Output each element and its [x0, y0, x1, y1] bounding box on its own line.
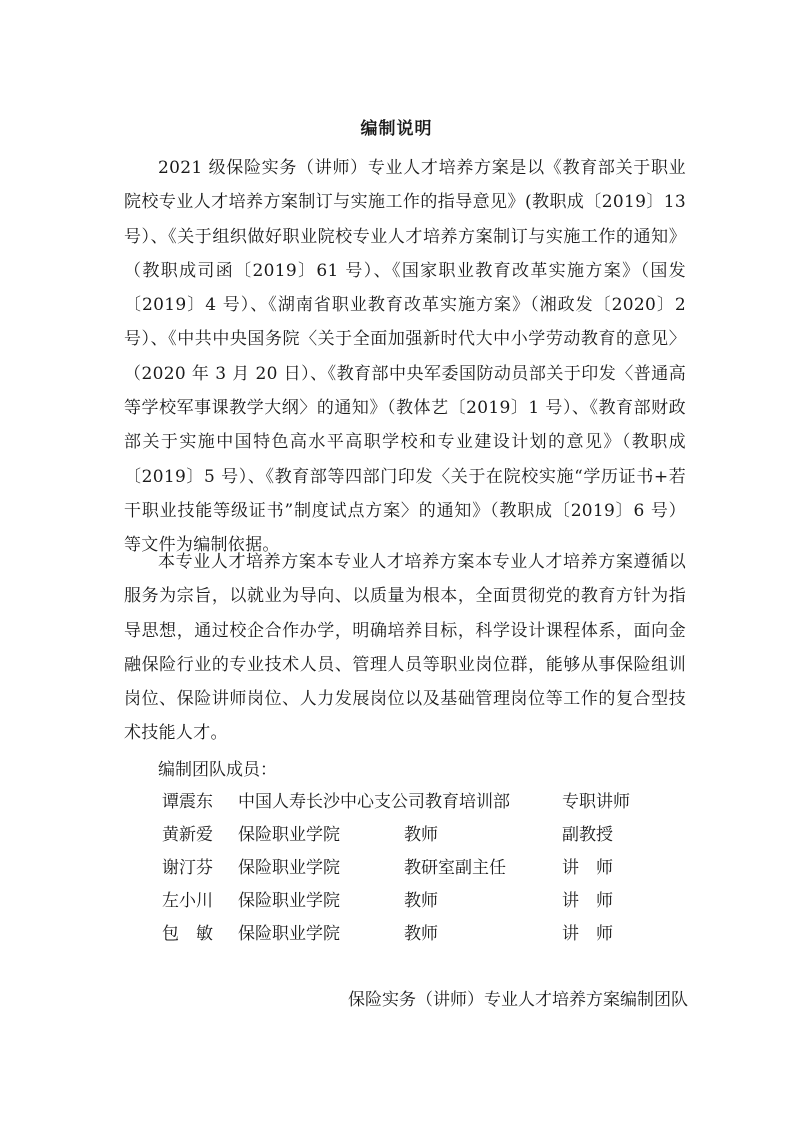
page-title: 编制说明	[360, 119, 433, 139]
member-role: 教师	[404, 825, 438, 845]
paragraph-purpose: 本专业人才培养方案本专业人才培养方案本专业人才培养方案遵循以服务为宗旨，以就业为导向、以质量为根本，全面贯彻党的教育方针为指导思想，通过校企合作办学，明确培养目标，科学设计课程体系，面向金融保险行业的专业技术人员、管理人员等职业岗位群，能够从事保险组训岗位、保险讲师岗位、人力发展岗位以及基础管理岗位等工作的复合型技术技能人才。	[124, 552, 686, 744]
team-member-row	[162, 819, 692, 852]
member-name: 谢汀芬	[162, 858, 213, 878]
member-name: 包 敏	[162, 924, 213, 944]
member-title: 讲 师	[562, 891, 613, 911]
team-member-row	[162, 885, 692, 918]
team-member-list	[162, 786, 692, 951]
member-title: 副教授	[562, 825, 613, 845]
member-role: 教师	[404, 924, 438, 944]
team-member-row	[162, 918, 692, 951]
member-role: 教研室副主任	[404, 858, 506, 878]
paragraph-basis: 2021 级保险实务（讲师）专业人才培养方案是以《教育部关于职业院校专业人才培养方案制订与实施工作的指导意见》(教职成〔2019〕13 号）、《关于组织做好职业院校专业人才培养方案制订与实施工作的通知》（教职成司函〔2019〕61 号）、《国家职业教育改革实施方案》（国发〔2019〕4 号）、《湖南省职业教育改革实施方案》（湘政发〔2020〕2 号）、《中共中央国务院〈关于全面加强新时代大中小学劳动教育的意见〉（2020 年 3 月 20 日）、《教育部中央军委国防动员部关于印发〈普通高等学校军事课教学大纲〉的通知》（教体艺〔2019〕1 号）、《教育部财政部关于实施中国特色高水平高职学校和专业建设计划的意见》（教职成〔2019〕5 号）、《教育部等四部门印发〈关于在院校实施“学历证书+若干职业技能等级证书”制度试点方案〉的通知》（教职成〔2019〕6 号）等文件为编制依据。	[124, 158, 686, 556]
member-org: 保险职业学院	[238, 825, 340, 845]
team-member-row	[162, 786, 692, 819]
member-name: 黄新爱	[162, 825, 213, 845]
member-role: 教师	[404, 891, 438, 911]
member-org: 保险职业学院	[238, 858, 340, 878]
member-name: 谭震东	[162, 792, 213, 812]
member-title: 讲 师	[562, 924, 613, 944]
signature: 保险实务（讲师）专业人才培养方案编制团队	[348, 990, 688, 1010]
member-org: 保险职业学院	[238, 891, 340, 911]
member-title: 讲 师	[562, 858, 613, 878]
team-member-row	[162, 852, 692, 885]
member-org: 保险职业学院	[238, 924, 340, 944]
member-title: 专职讲师	[562, 792, 630, 812]
member-name: 左小川	[162, 891, 213, 911]
team-heading: 编制团队成员：	[158, 760, 277, 780]
member-org: 中国人寿长沙中心支公司教育培训部	[238, 792, 510, 812]
